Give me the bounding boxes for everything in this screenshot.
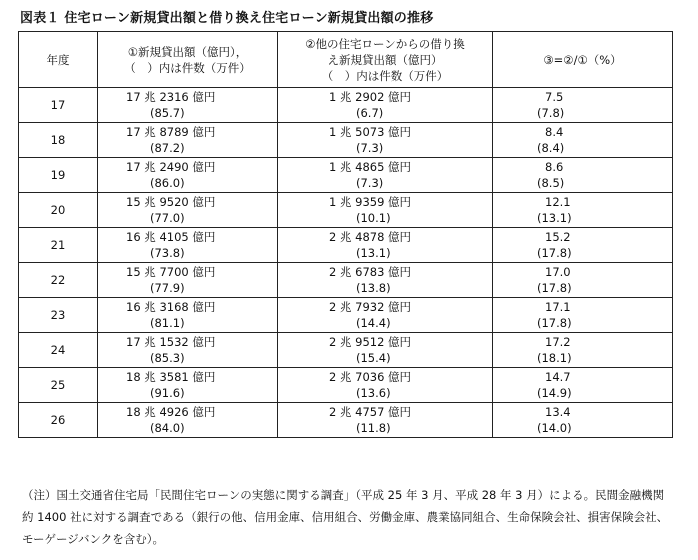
- cell-year: 19: [19, 158, 98, 193]
- new-count: (85.7): [150, 106, 185, 120]
- ratio-value: 8.6: [545, 160, 564, 174]
- cell-year: 18: [19, 123, 98, 158]
- cell-year: 26: [19, 403, 98, 438]
- new-amount: 18 兆 4926 億円: [126, 405, 216, 419]
- ratio-value: 15.2: [545, 230, 571, 244]
- ratio-value: 17.0: [545, 265, 571, 279]
- cell-refi-loans: [278, 228, 493, 263]
- refi-count: (7.3): [356, 141, 384, 155]
- ratio-count: (17.8): [537, 316, 572, 330]
- refi-amount: 1 兆 9359 億円: [329, 195, 412, 209]
- new-amount: 16 兆 4105 億円: [126, 230, 216, 244]
- refi-amount: 1 兆 4865 億円: [329, 160, 412, 174]
- cell-refi-loans: [278, 298, 493, 333]
- cell-ratio: [493, 158, 673, 193]
- refi-count: (13.1): [356, 246, 391, 260]
- cell-refi-loans: [278, 403, 493, 438]
- cell-ratio: [493, 228, 673, 263]
- cell-year: 25: [19, 368, 98, 403]
- table-row: [19, 368, 673, 403]
- ratio-count: (17.8): [537, 281, 572, 295]
- ratio-count: (13.1): [537, 211, 572, 225]
- footnote-line1: （注）国土交通省住宅局「民間住宅ローンの実態に関する調査」（平成 25 年 3 月、平成 28 年 3 月）による。民間金融機関: [22, 488, 665, 502]
- table-row: [19, 158, 673, 193]
- new-amount: 17 兆 8789 億円: [126, 125, 216, 139]
- new-count: (86.0): [150, 176, 185, 190]
- cell-new-loans: [98, 298, 278, 333]
- cell-refi-loans: [278, 333, 493, 368]
- refi-amount: 2 兆 7036 億円: [329, 370, 412, 384]
- cell-year: 24: [19, 333, 98, 368]
- refi-count: (11.8): [356, 421, 391, 435]
- ratio-count: (8.5): [537, 176, 565, 190]
- new-amount: 16 兆 3168 億円: [126, 300, 216, 314]
- cell-ratio: [493, 263, 673, 298]
- cell-year: 23: [19, 298, 98, 333]
- ratio-count: (18.1): [537, 351, 572, 365]
- cell-new-loans: [98, 158, 278, 193]
- table-row: [19, 333, 673, 368]
- new-count: (81.1): [150, 316, 185, 330]
- ratio-value: 17.2: [545, 335, 571, 349]
- cell-new-loans: [98, 193, 278, 228]
- header-row: [19, 32, 673, 88]
- cell-ratio: [493, 368, 673, 403]
- table-row: [19, 123, 673, 158]
- cell-refi-loans: [278, 263, 493, 298]
- cell-new-loans: [98, 123, 278, 158]
- refi-amount: 1 兆 2902 億円: [329, 90, 412, 104]
- new-count: (77.0): [150, 211, 185, 225]
- footnote-line3: モーゲージバンクを含む）。: [22, 532, 165, 546]
- loan-table: [18, 31, 673, 438]
- ratio-count: (8.4): [537, 141, 565, 155]
- new-count: (85.3): [150, 351, 185, 365]
- header-new-loans: [98, 32, 278, 88]
- ratio-value: 13.4: [545, 405, 571, 419]
- ratio-value: 12.1: [545, 195, 571, 209]
- ratio-value: 7.5: [545, 90, 564, 104]
- header-refi-line1: ②他の住宅ローンからの借り換: [305, 36, 465, 51]
- cell-ratio: [493, 333, 673, 368]
- refi-count: (7.3): [356, 176, 384, 190]
- refi-count: (15.4): [356, 351, 391, 365]
- cell-refi-loans: [278, 368, 493, 403]
- table-body: [19, 88, 673, 438]
- new-count: (77.9): [150, 281, 185, 295]
- table-row: [19, 298, 673, 333]
- new-amount: 17 兆 2490 億円: [126, 160, 216, 174]
- ratio-count: (14.9): [537, 386, 572, 400]
- cell-new-loans: [98, 368, 278, 403]
- header-ratio: ③=②/①（%）: [493, 32, 673, 88]
- ratio-value: 14.7: [545, 370, 571, 384]
- cell-new-loans: [98, 263, 278, 298]
- table-row: [19, 193, 673, 228]
- refi-amount: 2 兆 4878 億円: [329, 230, 412, 244]
- new-amount: 15 兆 9520 億円: [126, 195, 216, 209]
- refi-count: (13.6): [356, 386, 391, 400]
- refi-amount: 2 兆 4757 億円: [329, 405, 412, 419]
- ratio-count: (7.8): [537, 106, 565, 120]
- figure-title: 図表１ 住宅ローン新規貸出額と借り換え住宅ローン新規貸出額の推移: [20, 11, 434, 26]
- ratio-count: (14.0): [537, 421, 572, 435]
- refi-amount: 2 兆 7932 億円: [329, 300, 412, 314]
- new-count: (84.0): [150, 421, 185, 435]
- header-year: 年度: [19, 32, 98, 88]
- new-count: (91.6): [150, 386, 185, 400]
- cell-refi-loans: [278, 123, 493, 158]
- header-refi-line3: （ ）内は件数（万件）: [321, 68, 449, 83]
- table-row: [19, 403, 673, 438]
- refi-count: (10.1): [356, 211, 391, 225]
- cell-year: 17: [19, 88, 98, 123]
- cell-refi-loans: [278, 193, 493, 228]
- ratio-value: 17.1: [545, 300, 571, 314]
- ratio-value: 8.4: [545, 125, 564, 139]
- header-new-line1: ①新規貸出額（億円），: [127, 44, 248, 59]
- refi-amount: 2 兆 9512 億円: [329, 335, 412, 349]
- new-amount: 17 兆 2316 億円: [126, 90, 216, 104]
- cell-new-loans: [98, 333, 278, 368]
- cell-ratio: [493, 403, 673, 438]
- footnote: [22, 484, 678, 550]
- cell-year: 21: [19, 228, 98, 263]
- cell-new-loans: [98, 403, 278, 438]
- cell-ratio: [493, 88, 673, 123]
- new-count: (87.2): [150, 141, 185, 155]
- cell-year: 22: [19, 263, 98, 298]
- cell-ratio: [493, 298, 673, 333]
- footnote-line2: 約 1400 社に対する調査である（銀行の他、信用金庫、信用組合、労働金庫、農業協同組合、生命保険会社、損害保険会社、: [22, 510, 669, 524]
- header-refi-loans: [278, 32, 493, 88]
- refi-amount: 1 兆 5073 億円: [329, 125, 412, 139]
- cell-new-loans: [98, 88, 278, 123]
- refi-amount: 2 兆 6783 億円: [329, 265, 412, 279]
- new-amount: 18 兆 3581 億円: [126, 370, 216, 384]
- new-count: (73.8): [150, 246, 185, 260]
- ratio-count: (17.8): [537, 246, 572, 260]
- cell-new-loans: [98, 228, 278, 263]
- cell-ratio: [493, 193, 673, 228]
- table-row: [19, 263, 673, 298]
- refi-count: (14.4): [356, 316, 391, 330]
- new-amount: 17 兆 1532 億円: [126, 335, 216, 349]
- cell-refi-loans: [278, 158, 493, 193]
- header-new-line2: （ ）内は件数（万件）: [124, 60, 251, 75]
- header-refi-line2: え新規貸出額（億円）: [327, 52, 443, 67]
- cell-refi-loans: [278, 88, 493, 123]
- table-row: [19, 228, 673, 263]
- table-row: [19, 88, 673, 123]
- new-amount: 15 兆 7700 億円: [126, 265, 216, 279]
- cell-ratio: [493, 123, 673, 158]
- refi-count: (6.7): [356, 106, 384, 120]
- refi-count: (13.8): [356, 281, 391, 295]
- cell-year: 20: [19, 193, 98, 228]
